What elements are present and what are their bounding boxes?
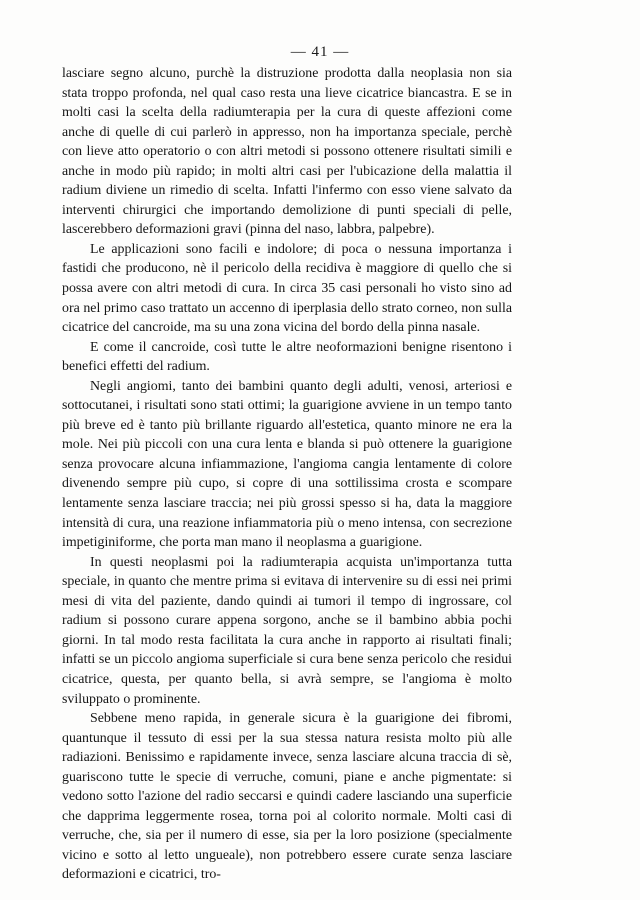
paragraph-6: Sebbene meno rapida, in generale sicura è la guarigione dei fibromi, quantunque il tessuto di essi per la sua stessa natura resista molto più alle radiazioni. Benissimo e rapidamente invece, senza lasciare alcuna traccia di sè, guariscono tutte le specie di verruche, comuni, piane e anche pigmentate: si vedono sotto l'azione del radio seccarsi e quindi cadere lasciando una superficie che dapprima leggermente rosea, torna poi al colorito normale. Molti casi di verruche, che, sia per il numero di esse, sia per la loro posizione (specialmente vicino e sotto al letto ungueale), non potrebbero essere curate senza lasciare deformazioni e cicatrici, tro- <box>62 711 512 883</box>
body-text <box>62 64 512 885</box>
paragraph-3: E come il cancroide, così tutte le altre neoformazioni benigne risentono i benefici effetti del radium. <box>62 339 512 375</box>
paragraph-2: Le applicazioni sono facili e indolore; di poca o nessuna importanza i fastidi che producono, nè il pericolo della recidiva è maggiore di quello che si possa avere con altri metodi di cura. In circa 35 casi personali ho visto sino ad ora nel primo caso trattato un accenno di iperplasia dello strato corneo, non sulla cicatrice del cancroide, ma su una zona vicina del bordo della pinna nasale. <box>62 241 512 336</box>
paragraph-4: Negli angiomi, tanto dei bambini quanto degli adulti, venosi, arteriosi e sottocutanei, i risultati sono stati ottimi; la guarigione avviene in un tempo tanto più breve ed è tanto più brillante riguardo all'estetica, quanto minore ne era la mole. Nei più piccoli con una cura lenta e blanda si può ottenere la guarigione senza provocare alcuna infiammazione, l'angioma cangia lentamente di colore divenendo sempre più cupo, si copre di una sottilissima crosta e scompare lentamente senza lasciare traccia; nei più grossi spesso si ha, data la maggiore intensità di cura, una reazione infiammatoria più o meno intensa, con secrezione impetiginiforme, che porta man mano il neoplasma a guarigione. <box>62 378 512 551</box>
paragraph-1: lasciare segno alcuno, purchè la distruzione prodotta dalla neoplasia non sia stata troppo profonda, nel qual caso resta una lieve cicatrice biancastra. E se in molti casi la scelta della radiumterapia per la cura di queste affezioni come anche di quelle di cui parlerò in appresso, non ha importanza speciale, perchè con lieve atto operatorio o con altri metodi si possono ottenere risultati simili e anche in modo più rapido; in molti altri casi per l'ubicazione della malattia il radium diviene un rimedio di scelta. Infatti l'infermo con esso viene salvato da interventi chirurgici che importando demolizione di punti speciali di pelle, lascerebbero deformazioni gravi (pinna del naso, labbra, palpebre). <box>62 66 512 238</box>
page-number: — 41 — <box>290 44 350 60</box>
paragraph-5: In questi neoplasmi poi la radiumterapia acquista un'importanza tutta speciale, in quanto che mentre prima si evitava di intervenire su di essi nei primi mesi di vita del paziente, dando quindi ai tumori il tempo di ingrossare, col radium si possono curare appena sorgono, anche se il bambino abbia pochi giorni. In tal modo resta facilitata la cura anche in rapporto ai risultati finali; infatti se un piccolo angioma superficiale si cura bene senza pericolo che residui cicatrice, questa, per quanto bella, si avrà sempre, se l'angioma è molto sviluppato o prominente. <box>62 554 512 707</box>
